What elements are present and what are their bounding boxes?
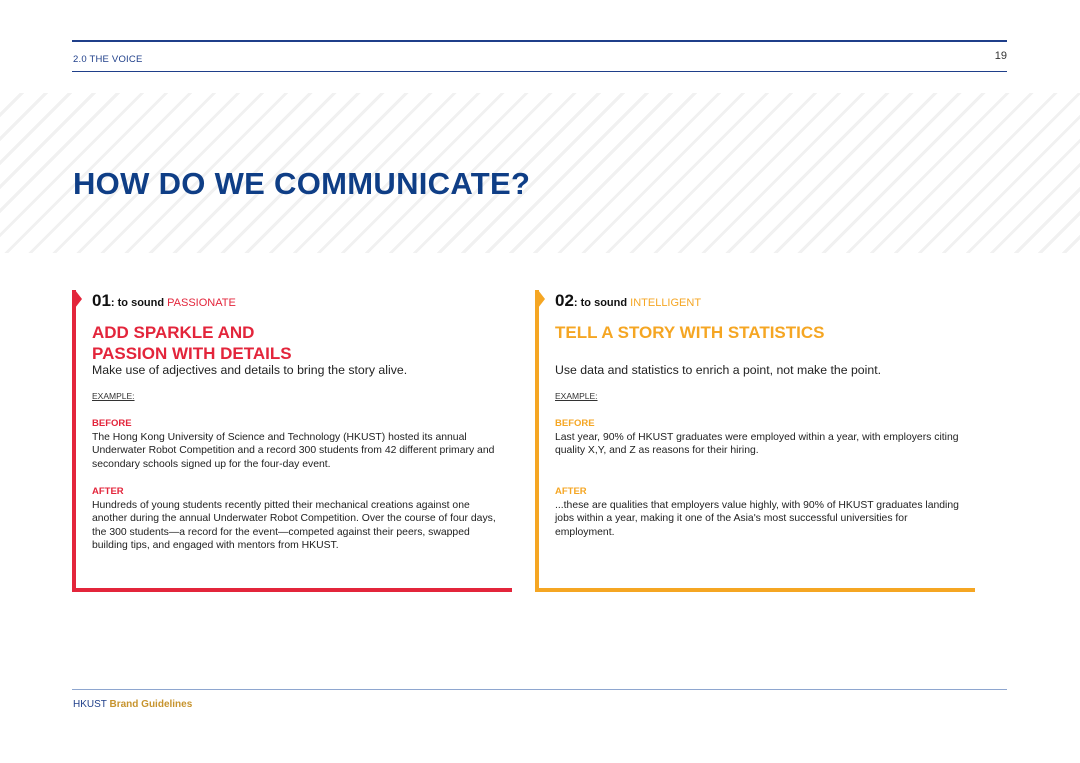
before-label: BEFORE xyxy=(555,418,595,429)
flag-marker-icon xyxy=(75,290,82,308)
page-number: 19 xyxy=(994,50,1007,62)
card-heading-line1: TELL A STORY WITH STATISTICS xyxy=(555,323,825,342)
card-left-border xyxy=(72,290,76,592)
header-top-rule xyxy=(72,40,1007,42)
card-heading xyxy=(92,322,492,364)
card-prefix: : to sound xyxy=(573,297,631,309)
card-number: 01 xyxy=(92,291,111,310)
after-text: Hundreds of young students recently pitted their mechanical creations against one another during the annual Underwater Robot Competition. Over the course of four days, the 300 students—a record for the event—competed against their peers, swapped building tips, and engaged with mentors from HKUST. xyxy=(92,500,496,552)
card-heading-line2: PASSION WITH DETAILS xyxy=(92,344,292,363)
card-heading xyxy=(555,322,955,343)
flag-marker-icon xyxy=(538,290,545,308)
card-keyword: PASSIONATE xyxy=(167,297,236,309)
card-header xyxy=(555,291,701,311)
card-bottom-border xyxy=(72,588,512,592)
card-prefix: : to sound xyxy=(110,297,168,309)
before-text: Last year, 90% of HKUST graduates were employed within a year, with employers citing quality X,Y, and Z as reasons for their hiring. xyxy=(555,432,959,457)
footer-brand: HKUST xyxy=(73,699,107,710)
card-keyword: INTELLIGENT xyxy=(630,297,702,309)
page-title: HOW DO WE COMMUNICATE? xyxy=(73,166,531,201)
footer xyxy=(73,699,192,710)
section-label: 2.0 THE VOICE xyxy=(73,54,143,65)
footer-guidelines: Brand Guidelines xyxy=(109,699,193,710)
card-header xyxy=(92,291,236,311)
card-left-border xyxy=(535,290,539,592)
before-label: BEFORE xyxy=(92,418,132,429)
card-number: 02 xyxy=(555,291,574,310)
after-label: AFTER xyxy=(555,486,587,497)
footer-rule xyxy=(72,689,1007,690)
card-passionate xyxy=(72,290,512,592)
after-text: ...these are qualities that employers value highly, with 90% of HKUST graduates landing jobs within a year, making it one of the Asia's most successful universities for employment. xyxy=(555,500,959,538)
example-label: EXAMPLE: xyxy=(555,391,598,401)
header-bottom-rule xyxy=(72,71,1007,72)
card-lead: Make use of adjectives and details to bring the story alive. xyxy=(92,363,408,377)
before-text: The Hong Kong University of Science and Technology (HKUST) hosted its annual Underwater Robot Competition and a record 300 students from 42 different primary and secondary schools signed up for the four-day event. xyxy=(92,432,495,470)
card-intelligent xyxy=(535,290,975,592)
card-lead: Use data and statistics to enrich a point, not make the point. xyxy=(555,363,882,377)
after-label: AFTER xyxy=(92,486,124,497)
card-heading-line1: ADD SPARKLE AND xyxy=(92,323,255,342)
card-bottom-border xyxy=(535,588,975,592)
example-label: EXAMPLE: xyxy=(92,391,135,401)
